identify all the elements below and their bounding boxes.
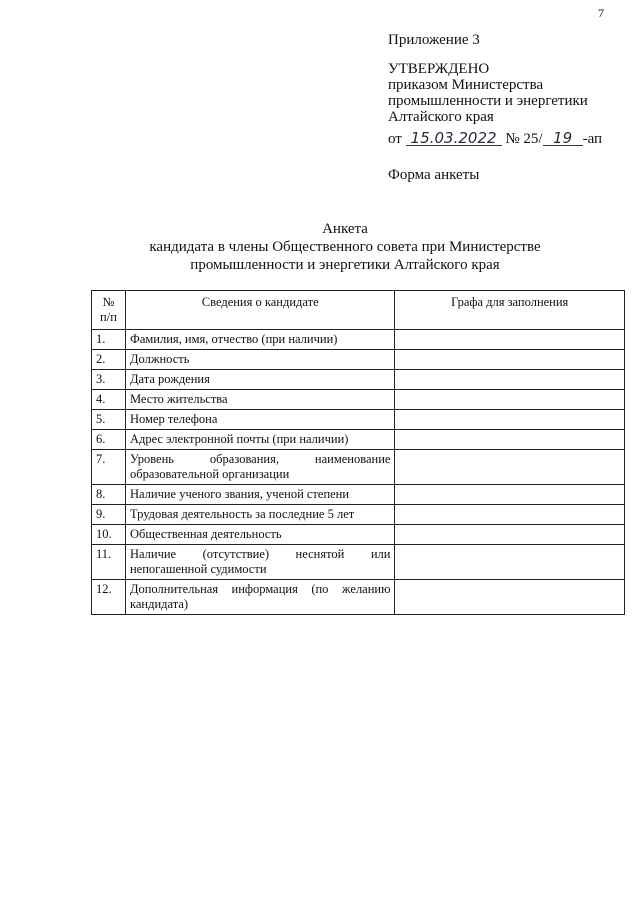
row-fill-cell[interactable]: [395, 410, 625, 430]
row-number: 1.: [92, 330, 126, 350]
row-number: 11.: [92, 545, 126, 580]
row-fill-cell[interactable]: [395, 505, 625, 525]
table-row: [92, 370, 625, 390]
row-fill-cell[interactable]: [395, 430, 625, 450]
header-number: № п/п: [92, 291, 126, 330]
row-info: Место жительства: [125, 390, 394, 410]
table-row: [92, 485, 625, 505]
order-number-handwritten: 19: [543, 131, 583, 146]
row-fill-cell[interactable]: [395, 350, 625, 370]
appendix-label: Приложение 3: [388, 32, 480, 48]
row-fill-cell[interactable]: [395, 525, 625, 545]
order-number-prefix: № 25/: [505, 131, 543, 147]
row-number: 6.: [92, 430, 126, 450]
table-row: [92, 545, 625, 580]
approved-label: УТВЕРЖДЕНО: [388, 61, 490, 77]
row-info: Дополнительная информация (по желанию кандидата): [125, 580, 394, 615]
order-prefix: от: [388, 131, 402, 147]
order-line: [388, 131, 602, 148]
row-number: 8.: [92, 485, 126, 505]
row-info: Номер телефона: [125, 410, 394, 430]
row-number: 2.: [92, 350, 126, 370]
approval-line-3: Алтайского края: [388, 109, 494, 125]
row-info: Должность: [125, 350, 394, 370]
table-row: [92, 580, 625, 615]
table-row: [92, 525, 625, 545]
approval-line-1: приказом Министерства: [388, 77, 544, 93]
header-info: Сведения о кандидате: [125, 291, 394, 330]
row-fill-cell[interactable]: [395, 370, 625, 390]
title-line-3: промышленности и энергетики Алтайского края: [190, 257, 500, 273]
table-row: [92, 330, 625, 350]
row-info: Уровень образования, наименование образовательной организации: [125, 450, 394, 485]
title-line-1: Анкета: [322, 221, 368, 237]
approval-line-2: промышленности и энергетики: [388, 93, 588, 109]
table-row: [92, 450, 625, 485]
row-fill-cell[interactable]: [395, 390, 625, 410]
document-title: [60, 220, 630, 274]
row-number: 12.: [92, 580, 126, 615]
row-fill-cell[interactable]: [395, 450, 625, 485]
row-info: Дата рождения: [125, 370, 394, 390]
row-fill-cell[interactable]: [395, 580, 625, 615]
row-info: Фамилия, имя, отчество (при наличии): [125, 330, 394, 350]
row-info: Общественная деятельность: [125, 525, 394, 545]
row-fill-cell[interactable]: [395, 545, 625, 580]
table-row: [92, 505, 625, 525]
table-row: [92, 350, 625, 370]
row-info: Наличие (отсутствие) неснятой или непогашенной судимости: [125, 545, 394, 580]
row-fill-cell[interactable]: [395, 485, 625, 505]
table-row: [92, 430, 625, 450]
page-number: 7: [598, 6, 604, 20]
row-fill-cell[interactable]: [395, 330, 625, 350]
form-label: Форма анкеты: [388, 167, 480, 183]
order-date-handwritten: 15.03.2022: [406, 131, 502, 146]
row-number: 5.: [92, 410, 126, 430]
row-info: Наличие ученого звания, ученой степени: [125, 485, 394, 505]
table-row: [92, 410, 625, 430]
order-suffix: -ап: [582, 131, 603, 147]
row-info: Трудовая деятельность за последние 5 лет: [125, 505, 394, 525]
row-number: 9.: [92, 505, 126, 525]
table-header-row: [92, 291, 625, 330]
row-number: 3.: [92, 370, 126, 390]
table-row: [92, 390, 625, 410]
title-line-2: кандидата в члены Общественного совета при Министерстве: [149, 239, 541, 255]
row-info: Адрес электронной почты (при наличии): [125, 430, 394, 450]
questionnaire-table: [91, 290, 625, 615]
row-number: 10.: [92, 525, 126, 545]
row-number: 4.: [92, 390, 126, 410]
row-number: 7.: [92, 450, 126, 485]
header-fill: Графа для заполнения: [395, 291, 625, 330]
approval-block: [388, 32, 588, 125]
